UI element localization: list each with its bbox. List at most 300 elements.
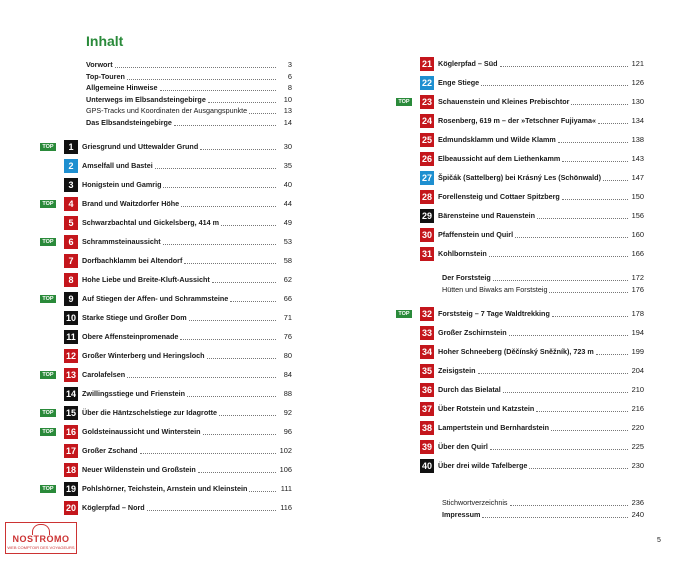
tour-number: 25 <box>421 134 432 145</box>
top-badge-slot <box>396 174 412 182</box>
dot-leader <box>571 104 628 105</box>
entry-page: 6 <box>287 71 292 81</box>
tour-title: Brand und Waitzdorfer Höhe <box>82 199 180 208</box>
tour-title: Starke Stiege und Großer Dom <box>82 313 187 322</box>
tour-number: 21 <box>421 58 432 69</box>
toc-entry[interactable] <box>86 117 292 129</box>
tour-page: 210 <box>631 385 644 394</box>
top-badge: TOP <box>42 238 54 245</box>
tour-title: Großer Zschirnstein <box>438 328 507 337</box>
tour-entry[interactable] <box>396 149 644 168</box>
tour-entry[interactable] <box>396 323 644 342</box>
tour-number: 7 <box>64 254 78 268</box>
tour-title: Über drei wilde Tafelberge <box>438 461 528 470</box>
tour-page: 116 <box>280 503 292 512</box>
dot-leader <box>140 453 276 454</box>
entry-title: Vorwort <box>86 60 113 70</box>
tour-number: 17 <box>65 445 76 456</box>
dot-leader <box>212 282 276 283</box>
tour-title: Rosenberg, 619 m – der »Tetschner Fujiyama« <box>438 116 597 125</box>
dot-leader <box>208 102 276 103</box>
dot-leader <box>509 335 628 336</box>
entry-page: 236 <box>631 498 644 508</box>
tour-number: 30 <box>421 229 432 240</box>
page-number: 5 <box>657 537 661 544</box>
tour-title: Pfaffenstein und Quirl <box>438 230 514 239</box>
tour-title: Lampertstein und Bernhardstein <box>438 423 550 432</box>
tour-number: 23 <box>421 96 432 107</box>
dot-leader <box>493 280 628 281</box>
top-badge: TOP <box>42 295 54 302</box>
tour-title: Pohlshörner, Teichstein, Arnstein und Kleinstein <box>82 484 248 493</box>
dot-leader <box>230 301 276 302</box>
tour-page: 111 <box>280 484 292 493</box>
dot-leader <box>510 505 628 506</box>
tour-page: 230 <box>631 461 644 470</box>
tour-title: Kohlbornstein <box>438 249 487 258</box>
dot-leader <box>489 256 628 257</box>
toc-entry[interactable] <box>442 509 644 521</box>
spacer <box>396 295 644 304</box>
tour-entry[interactable] <box>40 308 292 327</box>
top-badge-slot <box>396 386 412 394</box>
tour-title: Über Rotstein und Katzstein <box>438 404 535 413</box>
tour-entry[interactable] <box>396 304 644 323</box>
top-badge-slot <box>396 79 412 87</box>
toc-left-column <box>40 59 292 517</box>
forststeig-list <box>396 272 644 295</box>
top-badge-slot <box>40 143 56 151</box>
tour-number: 13 <box>65 369 76 380</box>
tour-page: 58 <box>283 256 292 265</box>
tour-number: 26 <box>421 153 432 164</box>
toc-entry[interactable] <box>86 94 292 106</box>
dot-leader <box>198 472 276 473</box>
tour-title: Dorfbachklamm bei Altendorf <box>82 256 183 265</box>
tour-entry[interactable] <box>396 187 644 206</box>
logo-name: NOSTROMO <box>12 534 70 544</box>
tour-list-left <box>40 137 292 517</box>
tour-entry[interactable] <box>40 327 292 346</box>
tour-title: Zwillingsstiege und Frienstein <box>82 389 186 398</box>
tour-page: 143 <box>631 154 644 163</box>
tour-page: 71 <box>283 313 292 322</box>
tour-number: 29 <box>421 210 432 221</box>
entry-title: Allgemeine Hinweise <box>86 83 158 93</box>
dot-leader <box>552 316 628 317</box>
tour-title: Schauenstein und Kleines Prebischtor <box>438 97 570 106</box>
top-badge-slot <box>40 219 56 227</box>
dot-leader <box>207 358 276 359</box>
tour-entry[interactable] <box>396 380 644 399</box>
entry-page: 10 <box>283 94 292 104</box>
tour-number: 12 <box>65 350 76 361</box>
top-badge-slot <box>40 447 56 455</box>
tour-number: 28 <box>421 191 432 202</box>
tour-entry[interactable] <box>40 403 292 422</box>
tour-number: 36 <box>421 384 432 395</box>
dot-leader <box>147 510 276 511</box>
toc-entry[interactable] <box>86 59 292 71</box>
top-badge-slot <box>396 405 412 413</box>
tour-page: 178 <box>631 309 644 318</box>
tour-number: 16 <box>65 426 76 437</box>
dot-leader <box>549 292 628 293</box>
tour-title: Forellensteig und Cottaer Spitzberg <box>438 192 560 201</box>
dot-leader <box>537 218 628 219</box>
tour-number: 22 <box>421 77 432 88</box>
spacer <box>396 475 644 497</box>
dot-leader <box>187 396 276 397</box>
tour-title: Elbeaussicht auf dem Liethenkamm <box>438 154 561 163</box>
tour-number: 24 <box>421 115 432 126</box>
dot-leader <box>127 377 276 378</box>
tour-page: 66 <box>283 294 292 303</box>
tour-title: Amselfall und Bastei <box>82 161 153 170</box>
top-badge: TOP <box>42 200 54 207</box>
tour-entry[interactable] <box>40 251 292 270</box>
dot-leader <box>174 125 276 126</box>
tour-entry[interactable] <box>40 384 292 403</box>
tour-entry[interactable] <box>396 168 644 187</box>
tour-title: Goldsteinaussicht und Winterstein <box>82 427 201 436</box>
tour-entry[interactable] <box>40 137 292 156</box>
tour-number: 40 <box>421 460 432 471</box>
tour-entry[interactable] <box>40 156 292 175</box>
tour-entry[interactable] <box>40 289 292 308</box>
tour-number: 37 <box>421 403 432 414</box>
tour-entry[interactable] <box>396 244 644 263</box>
tour-entry[interactable] <box>40 270 292 289</box>
tour-title: Obere Affensteinpromenade <box>82 332 179 341</box>
tour-page: 96 <box>283 427 292 436</box>
top-badge: TOP <box>42 485 54 492</box>
top-badge-slot <box>40 485 56 493</box>
tour-number: 15 <box>65 407 76 418</box>
dot-leader <box>490 449 628 450</box>
entry-page: 3 <box>287 60 292 70</box>
tour-number: 39 <box>421 441 432 452</box>
top-badge-slot <box>396 462 412 470</box>
top-badge: TOP <box>42 409 54 416</box>
top-badge-slot <box>40 276 56 284</box>
dot-leader <box>515 237 628 238</box>
tour-page: 147 <box>631 173 644 182</box>
tour-entry[interactable] <box>396 92 644 111</box>
top-badge: TOP <box>42 143 54 150</box>
tour-entry[interactable] <box>396 399 644 418</box>
tour-entry[interactable] <box>40 460 292 479</box>
tour-entry[interactable] <box>40 479 292 498</box>
tour-page: 199 <box>631 347 644 356</box>
tour-title: Schwarzbachtal und Gickelsberg, 414 m <box>82 218 220 227</box>
toc-entry[interactable] <box>86 82 292 94</box>
tour-title: Bärensteine und Rauenstein <box>438 211 536 220</box>
dot-leader <box>481 85 628 86</box>
toc-entry[interactable] <box>442 272 644 284</box>
tour-entry[interactable] <box>40 175 292 194</box>
entry-page: 14 <box>283 117 292 127</box>
tour-number: 33 <box>421 327 432 338</box>
outro-list <box>396 497 644 520</box>
tour-page: 121 <box>631 59 644 68</box>
dot-leader <box>155 168 276 169</box>
dot-leader <box>558 142 628 143</box>
top-badge-slot <box>396 98 412 106</box>
tour-entry[interactable] <box>40 498 292 517</box>
tour-page: 40 <box>283 180 292 189</box>
top-badge-slot <box>40 466 56 474</box>
tour-entry[interactable] <box>396 418 644 437</box>
tour-number: 2 <box>64 159 78 173</box>
top-badge-slot <box>396 329 412 337</box>
tour-number: 6 <box>64 235 78 249</box>
top-badge-slot <box>396 367 412 375</box>
top-badge-slot <box>40 352 56 360</box>
tour-entry[interactable] <box>396 437 644 456</box>
tour-page: 204 <box>631 366 644 375</box>
dot-leader <box>184 263 276 264</box>
tour-number: 38 <box>421 422 432 433</box>
tour-page: 76 <box>283 332 292 341</box>
dot-leader <box>536 411 628 412</box>
top-badge-slot <box>396 443 412 451</box>
tour-page: 216 <box>631 404 644 413</box>
dot-leader <box>180 339 276 340</box>
tour-number: 9 <box>64 292 78 306</box>
tour-page: 106 <box>279 465 292 474</box>
dot-leader <box>163 244 276 245</box>
tour-title: Neuer Wildenstein und Großstein <box>82 465 196 474</box>
tour-title: Griesgrund und Uttewalder Grund <box>82 142 199 151</box>
tour-list-right-b <box>396 304 644 475</box>
tour-page: 62 <box>283 275 292 284</box>
tour-entry[interactable] <box>40 232 292 251</box>
tour-number: 19 <box>65 483 76 494</box>
top-badge: TOP <box>398 98 410 105</box>
entry-title: Hütten und Biwaks am Forststeig <box>442 284 548 294</box>
tour-page: 156 <box>631 211 644 220</box>
intro-list <box>40 59 292 128</box>
dot-leader <box>189 320 276 321</box>
top-badge-slot <box>40 409 56 417</box>
tour-page: 225 <box>631 442 644 451</box>
top-badge-slot <box>40 238 56 246</box>
tour-entry[interactable] <box>396 54 644 73</box>
toc-entry[interactable] <box>442 284 644 296</box>
tour-title: Enge Stiege <box>438 78 480 87</box>
tour-entry[interactable] <box>40 213 292 232</box>
dot-leader <box>221 225 276 226</box>
tour-entry[interactable] <box>40 346 292 365</box>
dot-leader <box>249 113 276 114</box>
dot-leader <box>529 468 628 469</box>
tour-number: 8 <box>64 273 78 287</box>
dot-leader <box>219 415 276 416</box>
tour-title: Köglerpfad – Nord <box>82 503 145 512</box>
nostromo-logo <box>5 522 77 554</box>
dot-leader <box>598 123 628 124</box>
dot-leader <box>163 187 276 188</box>
top-badge: TOP <box>398 310 410 317</box>
logo-tagline: WEB COMPTOIR DES VOYAGEURS <box>7 545 75 550</box>
tour-number: 3 <box>64 178 78 192</box>
top-badge-slot <box>396 193 412 201</box>
top-badge-slot <box>396 231 412 239</box>
toc-entry[interactable] <box>442 497 644 509</box>
tour-page: 84 <box>283 370 292 379</box>
tour-entry[interactable] <box>396 456 644 475</box>
tour-page: 130 <box>631 97 644 106</box>
tour-title: Edmundsklamm und Wilde Klamm <box>438 135 556 144</box>
tour-page: 92 <box>283 408 292 417</box>
toc-entry[interactable] <box>86 71 292 83</box>
tour-title: Durch das Bielatal <box>438 385 501 394</box>
top-badge-slot <box>396 136 412 144</box>
dot-leader <box>478 373 628 374</box>
tour-page: 30 <box>283 142 292 151</box>
page-title: Inhalt <box>86 33 124 49</box>
top-badge-slot <box>40 390 56 398</box>
top-badge-slot <box>396 155 412 163</box>
top-badge-slot <box>40 181 56 189</box>
tour-page: 102 <box>279 446 292 455</box>
tour-page: 88 <box>283 389 292 398</box>
tour-entry[interactable] <box>396 225 644 244</box>
entry-title: Unterwegs im Elbsandsteingebirge <box>86 94 206 104</box>
dot-leader <box>482 517 628 518</box>
dot-leader <box>562 161 628 162</box>
entry-title: Stichwortverzeichnis <box>442 498 508 508</box>
entry-title: Top-Touren <box>86 71 125 81</box>
dot-leader <box>127 79 276 80</box>
tour-entry[interactable] <box>40 441 292 460</box>
tour-title: Köglerpfad – Süd <box>438 59 498 68</box>
tour-entry[interactable] <box>396 361 644 380</box>
tour-entry[interactable] <box>396 111 644 130</box>
top-badge-slot <box>40 504 56 512</box>
tour-page: 220 <box>631 423 644 432</box>
tour-number: 14 <box>65 388 76 399</box>
dot-leader <box>503 392 628 393</box>
top-badge-slot <box>396 60 412 68</box>
tour-page: 35 <box>283 161 292 170</box>
tour-entry[interactable] <box>40 365 292 384</box>
tour-page: 53 <box>283 237 292 246</box>
top-badge-slot <box>396 310 412 318</box>
dot-leader <box>203 434 276 435</box>
entry-page: 172 <box>631 273 644 283</box>
top-badge-slot <box>40 200 56 208</box>
tour-title: Zeisigstein <box>438 366 476 375</box>
tour-title: Auf Stiegen der Affen- und Schrammsteine <box>82 294 229 303</box>
tour-title: Forststeig – 7 Tage Waldtrekking <box>438 309 550 318</box>
top-badge-slot <box>40 314 56 322</box>
dot-leader <box>115 67 276 68</box>
tour-page: 134 <box>631 116 644 125</box>
tour-page: 126 <box>631 78 644 87</box>
tour-number: 34 <box>421 346 432 357</box>
entry-title: Der Forststeig <box>442 273 491 283</box>
tour-entry[interactable] <box>396 130 644 149</box>
dot-leader <box>160 90 277 91</box>
spacer <box>40 128 292 137</box>
tour-page: 49 <box>283 218 292 227</box>
tour-number: 18 <box>65 464 76 475</box>
entry-title: Das Elbsandsteingebirge <box>86 117 172 127</box>
toc-right-column <box>396 54 644 520</box>
tour-list-right-a <box>396 54 644 263</box>
entry-title: GPS-Tracks und Koordinaten der Ausgangspunkte <box>86 106 248 116</box>
tour-number: 10 <box>65 312 76 323</box>
tour-page: 80 <box>283 351 292 360</box>
tour-page: 44 <box>283 199 292 208</box>
tour-title: Über die Häntzschelstiege zur Idagrotte <box>82 408 217 417</box>
tour-title: Schrammsteinaussicht <box>82 237 161 246</box>
tour-number: 1 <box>64 140 78 154</box>
tour-number: 32 <box>421 308 432 319</box>
dot-leader <box>200 149 276 150</box>
dot-leader <box>551 430 628 431</box>
top-badge-slot <box>396 212 412 220</box>
tour-number: 35 <box>421 365 432 376</box>
tour-page: 160 <box>631 230 644 239</box>
tour-page: 150 <box>631 192 644 201</box>
tour-number: 20 <box>65 502 76 513</box>
top-badge-slot <box>40 371 56 379</box>
tour-title: Hoher Schneeberg (Děčínský Sněžník), 723 m <box>438 347 594 356</box>
entry-page: 13 <box>283 106 292 116</box>
dot-leader <box>596 354 628 355</box>
tour-title: Hohe Liebe und Breite-Kluft-Aussicht <box>82 275 210 284</box>
tour-number: 27 <box>421 172 432 183</box>
dot-leader <box>562 199 628 200</box>
tour-title: Špičák (Sattelberg) bei Krásný Les (Schönwald) <box>438 173 601 182</box>
tour-page: 194 <box>631 328 644 337</box>
top-badge-slot <box>40 333 56 341</box>
tour-title: Großer Winterberg und Heringsloch <box>82 351 205 360</box>
entry-page: 8 <box>287 83 292 93</box>
tour-page: 166 <box>631 249 644 258</box>
top-badge-slot <box>396 250 412 258</box>
tour-entry[interactable] <box>396 342 644 361</box>
top-badge-slot <box>396 117 412 125</box>
tour-number: 4 <box>64 197 78 211</box>
top-badge-slot <box>396 424 412 432</box>
tour-title: Großer Zschand <box>82 446 138 455</box>
tour-title: Über den Quirl <box>438 442 488 451</box>
dot-leader <box>181 206 276 207</box>
entry-title: Impressum <box>442 509 481 519</box>
top-badge-slot <box>40 428 56 436</box>
dot-leader <box>500 66 628 67</box>
tour-title: Carolafelsen <box>82 370 126 379</box>
toc-entry[interactable] <box>86 105 292 117</box>
tour-entry[interactable] <box>40 194 292 213</box>
tour-number: 5 <box>64 216 78 230</box>
tour-entry[interactable] <box>396 73 644 92</box>
top-badge-slot <box>396 348 412 356</box>
tour-entry[interactable] <box>396 206 644 225</box>
entry-page: 176 <box>631 284 644 294</box>
dot-leader <box>249 491 276 492</box>
top-badge-slot <box>40 162 56 170</box>
tour-number: 11 <box>64 330 78 344</box>
tour-entry[interactable] <box>40 422 292 441</box>
tour-page: 138 <box>631 135 644 144</box>
top-badge-slot <box>40 257 56 265</box>
top-badge: TOP <box>42 371 54 378</box>
